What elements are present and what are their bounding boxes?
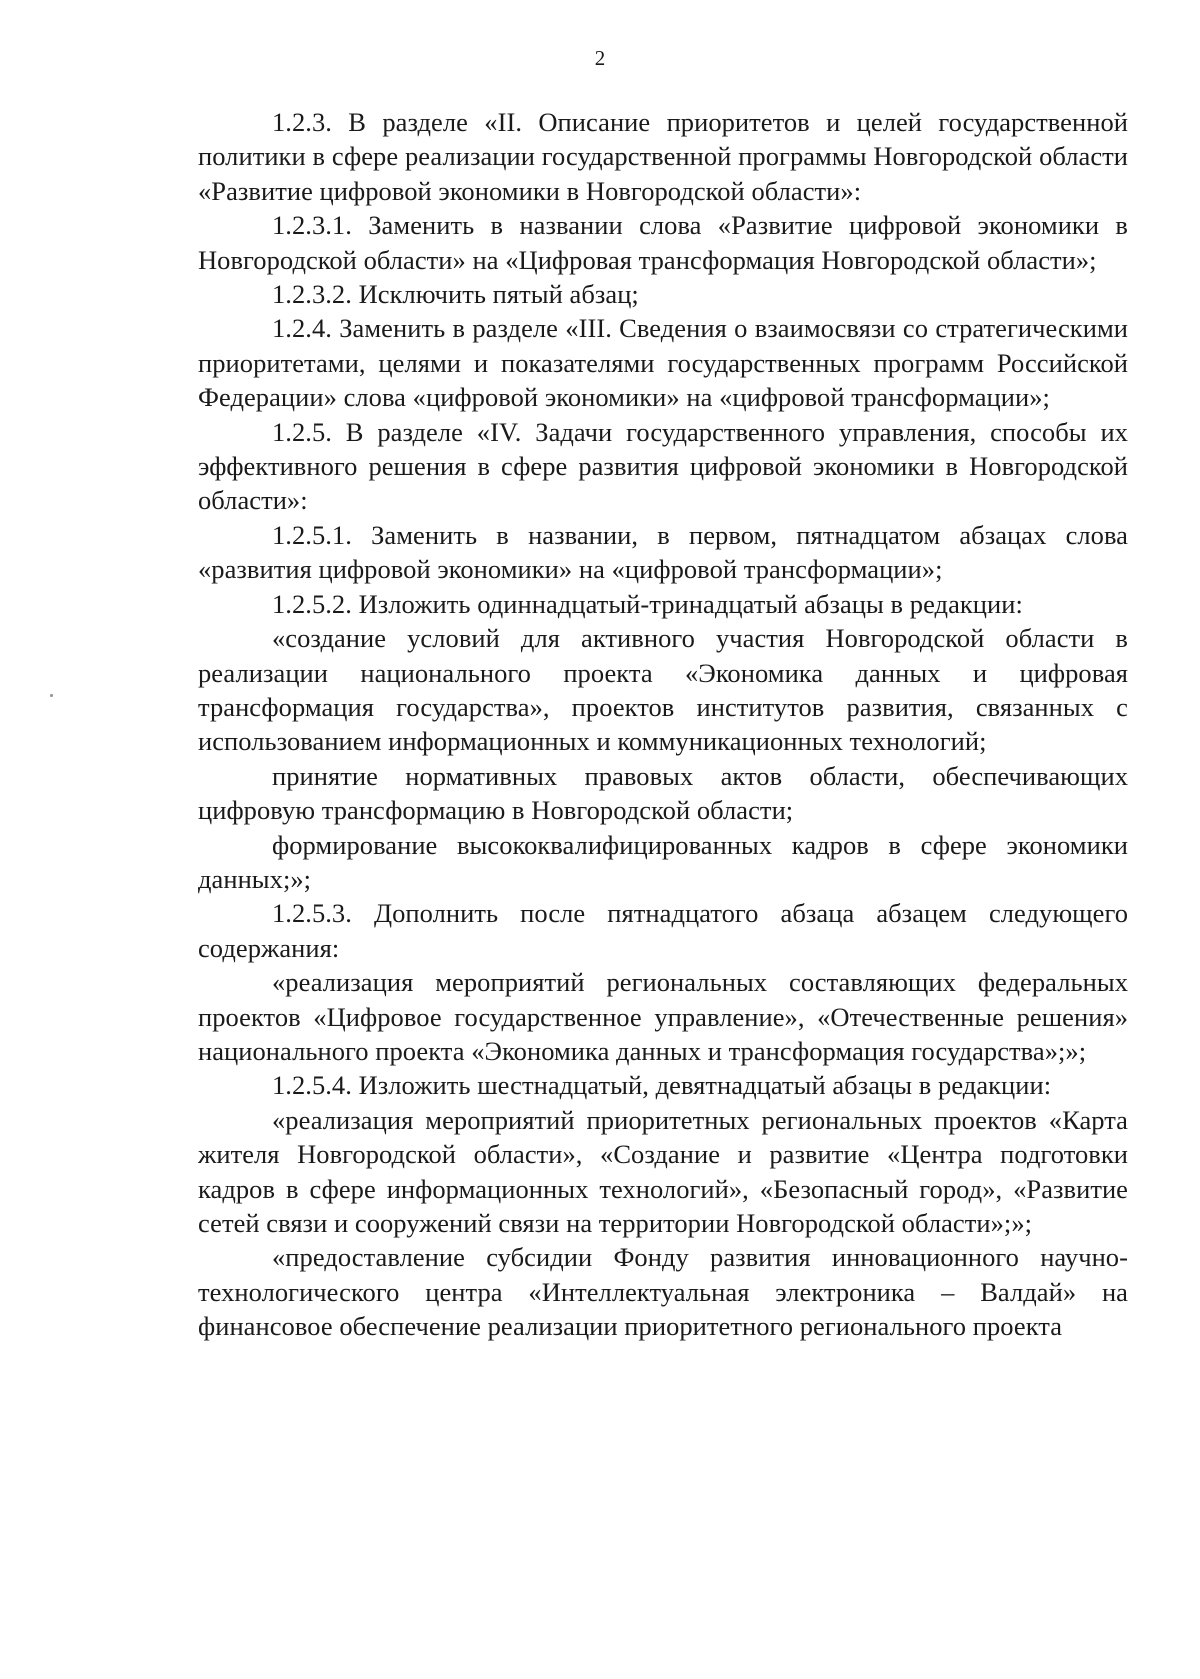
quoted-paragraph: «реализация мероприятий региональных составляющих федеральных проектов «Цифровое государственное управление», «Отечественные решения» национального проекта «Экономика данных и трансформация государства»;»; xyxy=(198,967,1128,1066)
paragraph-1-2-5-2: 1.2.5.2. Изложить одиннадцатый-тринадцатый абзацы в редакции: xyxy=(272,588,1023,619)
paragraph-1-2-5-4: 1.2.5.4. Изложить шестнадцатый, девятнадцатый абзацы в редакции: xyxy=(272,1070,1052,1101)
paragraph-1-2-3: 1.2.3. В разделе «II. Описание приоритетов и целей государственной политики в сфере реализации государственной программы Новгородской области «Развитие цифровой экономики в Новгородской области»: xyxy=(198,107,1128,206)
quoted-paragraph: «создание условий для активного участия Новгородской области в реализации национального проекта «Экономика данных и цифровая трансформация государства», проектов институтов развития, связанных с использованием информационных и коммуникационных технологий; xyxy=(198,623,1128,757)
document-body xyxy=(198,105,1128,1344)
quoted-paragraph: принятие нормативных правовых актов области, обеспечивающих цифровую трансформацию в Новгородской области; xyxy=(198,760,1128,826)
paragraph-1-2-3-1: 1.2.3.1. Заменить в названии слова «Развитие цифровой экономики в Новгородской области» на «Цифровая трансформация Новгородской области»; xyxy=(198,210,1128,275)
page-number: 2 xyxy=(594,46,606,70)
paragraph-1-2-5-1: 1.2.5.1. Заменить в названии, в первом, пятнадцатом абзацах слова «развития цифровой экономики» на «цифровой трансформации»; xyxy=(198,519,1128,585)
scan-speck xyxy=(50,694,53,697)
quoted-paragraph: «предоставление субсидии Фонду развития инновационного научно-технологического центра «Интеллектуальная электроника – Валдай» на финансовое обеспечение реализации приоритетного регионального проекта xyxy=(198,1242,1128,1342)
paragraph-1-2-5-3: 1.2.5.3. Дополнить после пятнадцатого абзаца абзацем следующего содержания: xyxy=(198,898,1128,963)
paragraph-1-2-5: 1.2.5. В разделе «IV. Задачи государственного управления, способы их эффективного решения в сфере развития цифровой экономики в Новгородской области»: xyxy=(198,416,1128,516)
paragraph-1-2-3-2: 1.2.3.2. Исключить пятый абзац; xyxy=(272,279,639,310)
quoted-paragraph: «реализация мероприятий приоритетных региональных проектов «Карта жителя Новгородской области», «Создание и развитие «Центра подготовки кадров в сфере информационных технологий», «Безопасный город», «Развитие сетей связи и сооружений связи на территории Новгородской области»;»; xyxy=(198,1104,1128,1238)
quoted-paragraph: формирование высококвалифицированных кадров в сфере экономики данных;»; xyxy=(198,829,1128,894)
paragraph-1-2-4: 1.2.4. Заменить в разделе «III. Сведения о взаимосвязи со стратегическими приоритетами, целями и показателями государственных программ Российской Федерации» слова «цифровой экономики» на «цифровой трансформации»; xyxy=(198,313,1128,413)
